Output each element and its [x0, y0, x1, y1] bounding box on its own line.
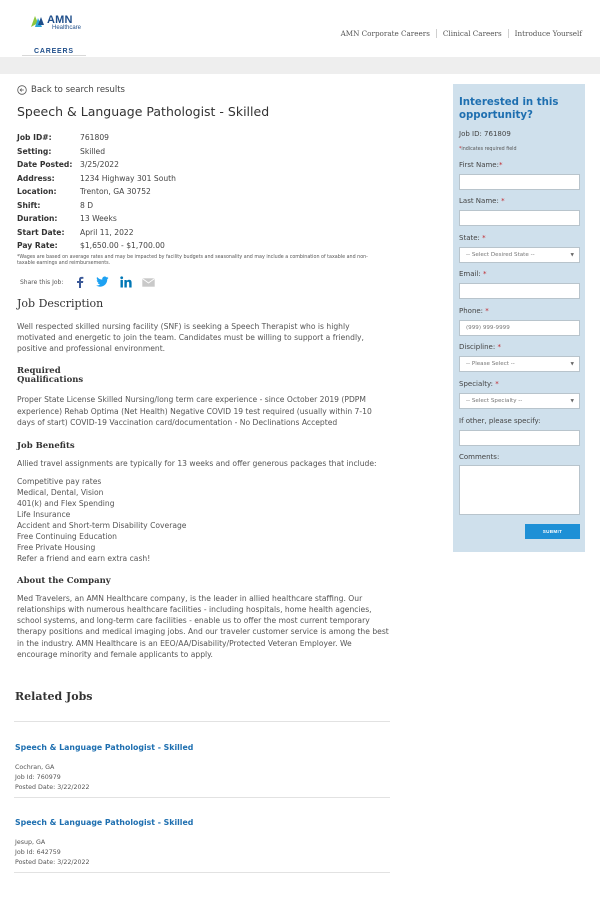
related-job-posted: Posted Date: 3/22/2022 [15, 859, 90, 866]
back-label[interactable]: Back to search results [31, 85, 125, 95]
job-details [17, 131, 390, 253]
detail-value: Skilled [80, 146, 106, 156]
benefits-intro: Allied travel assignments are typically for 13 weeks and offer generous packages that include: [17, 459, 377, 469]
nav-introduce-yourself[interactable]: Introduce Yourself [508, 29, 588, 38]
first-name-label-text: First Name: [459, 161, 499, 169]
about-company-heading: About the Company [17, 575, 111, 586]
detail-value: 8 D [80, 200, 94, 210]
share-bar [20, 276, 390, 289]
nav-clinical-careers[interactable]: Clinical Careers [436, 29, 508, 38]
related-job-id: Job Id: 642759 [15, 849, 61, 856]
list-item: Refer a friend and earn extra cash! [17, 553, 151, 563]
chevron-down-icon: ▼ [570, 361, 574, 367]
twitter-icon[interactable] [96, 276, 109, 289]
job-detail [17, 85, 390, 660]
facebook-icon[interactable] [73, 276, 86, 289]
qualifications-heading: Required Qualifications [17, 366, 84, 386]
related-job-location: Cochran, GA [15, 764, 55, 771]
other-specify-field[interactable] [459, 430, 580, 446]
detail-row [17, 185, 390, 199]
divider [14, 797, 390, 798]
site-header [0, 0, 600, 57]
detail-label: Pay Rate: [17, 241, 58, 251]
qualifications-text: Proper State License Skilled Nursing/long term care experience - since October 2019 (PDPM experience) Rehab Optima (Net Health) Negative COVID 19 test required (usually within 7-10 days of start) COVID-19 Vaccination card/documentation - No Declinations Accepted [17, 395, 372, 427]
related-job-location: Jesup, GA [15, 839, 46, 846]
detail-value: 13 Weeks [80, 214, 117, 224]
detail-value: Trenton, GA 30752 [80, 187, 151, 197]
detail-row [17, 212, 390, 226]
share-label: Share this Job: [20, 278, 64, 286]
required-note-text: indicates required field [461, 147, 517, 152]
comments-textarea[interactable] [459, 465, 580, 515]
other-specify-label: If other, please specify: [459, 417, 541, 425]
submit-button[interactable]: SUBMIT [525, 524, 580, 539]
chevron-down-icon: ▼ [570, 252, 574, 258]
first-name-field[interactable] [459, 174, 580, 190]
chevron-down-icon: ▼ [570, 398, 574, 404]
email-icon[interactable] [142, 276, 155, 289]
detail-row [17, 131, 390, 145]
detail-value: 3/25/2022 [80, 160, 119, 170]
linkedin-icon[interactable] [119, 276, 132, 289]
job-description-text: Well respected skilled nursing facility (SNF) is seeking a Speech Therapist who is highly motivated and energetic to join the team. Candidates must be willing to support a friendly, positive and professional environment. [17, 321, 364, 354]
detail-value: April 11, 2022 [80, 227, 134, 237]
related-job-link[interactable]: Speech & Language Pathologist - Skilled [15, 743, 194, 752]
last-name-label: Last Name: * [459, 197, 505, 205]
detail-row [17, 239, 390, 253]
discipline-select[interactable] [459, 356, 580, 372]
wage-note: *Wages are based on average rates and may be impacted by facility budgets and seasonality and may include a combination of taxable and non-taxable earnings and reimbursements. [17, 254, 368, 266]
back-arrow-icon [17, 85, 27, 95]
divider [14, 721, 390, 722]
related-job-id: Job Id: 760979 [15, 774, 61, 781]
related-job-link[interactable]: Speech & Language Pathologist - Skilled [15, 818, 194, 827]
detail-row [17, 172, 390, 186]
logo-brand: AMN [47, 14, 73, 26]
related-jobs-heading: Related Jobs [15, 690, 93, 703]
detail-label: Job ID#: [17, 133, 52, 143]
detail-row [17, 199, 390, 213]
phone-label: Phone: * [459, 307, 489, 315]
about-company-text: Med Travelers, an AMN Healthcare company, is the leader in allied healthcare staffing. Our relationships with numerous healthcare facilities - including hospitals, home health agencies, school systems, and long-term care facilities - enable us to offer the most current temporary therapy positions and medical imaging jobs. And our traveler customer service is among the best in the industry. AMN Healthcare is an EEO/AA/Disability/Protected Veteran Employer. We encourage minority and female applicants to apply. [17, 593, 389, 660]
job-title: Speech & Language Pathologist - Skilled [17, 104, 270, 119]
detail-label: Setting: [17, 146, 52, 156]
discipline-label: Discipline: * [459, 343, 501, 351]
detail-row [17, 226, 390, 240]
form-title: Interested in this opportunity? [459, 97, 559, 121]
detail-label: Date Posted: [17, 160, 73, 170]
state-select[interactable] [459, 247, 580, 263]
detail-label: Address: [17, 173, 55, 183]
specialty-label-text: Specialty: [459, 380, 493, 388]
discipline-select-value: -- Please Select -- [466, 361, 515, 367]
logo-sub: Healthcare [52, 25, 82, 31]
comments-label: Comments: [459, 453, 500, 461]
amn-logo-icon [29, 13, 45, 29]
list-item: Competitive pay rates [17, 476, 102, 486]
nav-corporate-careers[interactable]: AMN Corporate Careers [340, 29, 430, 38]
phone-field[interactable] [459, 320, 580, 336]
list-item: Free Continuing Education [17, 531, 117, 541]
form-job-id: Job ID: 761809 [459, 130, 511, 138]
back-to-search-link[interactable] [17, 85, 390, 95]
top-nav [335, 29, 588, 38]
detail-row [17, 145, 390, 159]
email-label-text: Email: [459, 270, 481, 278]
discipline-label-text: Discipline: [459, 343, 496, 351]
related-job-card [15, 810, 375, 868]
benefits-heading: Job Benefits [17, 441, 75, 452]
last-name-field[interactable] [459, 210, 580, 226]
detail-row [17, 158, 390, 172]
list-item: Life Insurance [17, 509, 71, 519]
state-select-value: -- Select Desired State -- [466, 252, 535, 258]
state-label: State: * [459, 234, 486, 242]
email-field[interactable] [459, 283, 580, 299]
detail-label: Duration: [17, 214, 58, 224]
detail-value: 761809 [80, 133, 109, 143]
benefits-list [17, 476, 390, 564]
list-item: Accident and Short-term Disability Coverage [17, 520, 187, 530]
list-item: Medical, Dental, Vision [17, 487, 104, 497]
detail-value: 1234 Highway 301 South [80, 173, 176, 183]
related-job-card [15, 735, 375, 793]
divider [14, 872, 390, 873]
state-label-text: State: [459, 234, 480, 242]
related-job-posted: Posted Date: 3/22/2022 [15, 784, 90, 791]
detail-value: $1,650.00 - $1,700.00 [80, 241, 165, 251]
phone-label-text: Phone: [459, 307, 484, 315]
specialty-label: Specialty: * [459, 380, 499, 388]
required-note: *indicates required field [459, 147, 517, 152]
detail-label: Start Date: [17, 227, 65, 237]
list-item: Free Private Housing [17, 542, 96, 552]
detail-label: Location: [17, 187, 57, 197]
apply-form [453, 84, 585, 552]
list-item: 401(k) and Flex Spending [17, 498, 115, 508]
logo-careers: CAREERS [34, 48, 74, 55]
amn-careers-logo[interactable] [22, 8, 86, 56]
header-band [0, 57, 600, 74]
phone-placeholder: (999) 999-9999 [466, 325, 510, 331]
specialty-select[interactable] [459, 393, 580, 409]
specialty-select-value: -- Select Specialty -- [466, 398, 523, 404]
detail-label: Shift: [17, 200, 41, 210]
last-name-label-text: Last Name: [459, 197, 499, 205]
job-description-heading: Job Description [17, 296, 104, 310]
first-name-label: First Name:* [459, 161, 503, 169]
email-label: Email: * [459, 270, 487, 278]
